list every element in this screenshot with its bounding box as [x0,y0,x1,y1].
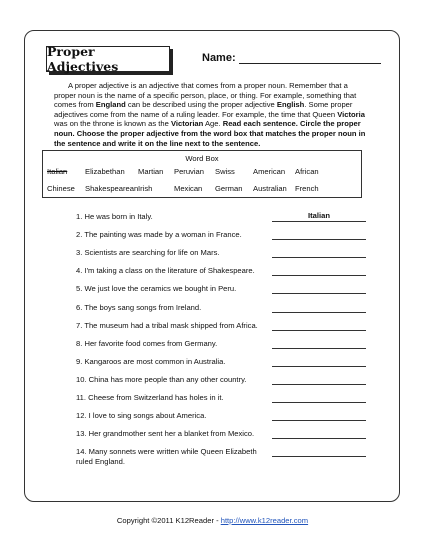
question-text [76,321,266,331]
answer-line[interactable] [272,266,366,276]
answer-line[interactable] [272,429,366,439]
word-box-word: American [253,167,286,176]
question-text [76,375,266,385]
question-text [76,284,266,294]
question-sentence: The museum had a tribal mask shipped from Africa. [82,320,258,330]
answer-line[interactable]: Italian [272,212,366,222]
question-sentence: Kangaroos are most common in Australia. [82,356,226,366]
question-sentence: The painting was made by a woman in France. [82,230,242,240]
answer-line[interactable] [272,375,366,385]
question-number: 6. [76,302,83,312]
answer-line[interactable] [272,357,366,367]
question-sentence: I'm taking a class on the literature of Shakespeare. [82,266,255,276]
question-number: 10. [76,374,87,384]
question-text [76,393,266,403]
question-number: 13. [76,429,87,439]
question-sentence: The boys sang songs from Ireland. [82,302,202,312]
word-box-word: Irish [138,184,153,193]
question-number: 11. [76,393,86,402]
question-text [76,212,266,222]
answer-line[interactable] [272,339,366,349]
word-box-word: Mexican [174,184,203,193]
instructions-segment: England [95,100,126,110]
question-sentence: Scientists are searching for life on Mars. [82,248,220,258]
instructions-segment: English [276,100,305,110]
name-blank-line[interactable] [239,53,381,64]
instructions-segment: Age. [203,119,223,129]
answer-line[interactable] [272,303,366,313]
question-number: 4. [76,266,83,276]
question-number: 14. [76,447,87,457]
question-text [76,266,266,276]
word-box-word: Martian [138,167,164,176]
question-text [76,429,266,439]
name-label: Name: [202,52,236,64]
worksheet-title [46,46,170,72]
question-number: 12. [76,411,87,421]
question-sentence: We just love the ceramics we bought in Peru. [82,284,237,294]
question-number: 1. [76,212,83,221]
word-box-word: Swiss [215,167,235,176]
question-sentence: China has more people than any other country. [86,374,247,384]
instructions-segment: Victoria [337,109,365,119]
question-text [76,357,266,367]
word-box-word: African [295,167,319,176]
question-text [76,248,266,258]
word-box [42,150,362,198]
word-box-word: Chinese [47,184,75,193]
answer-line[interactable] [272,248,366,258]
question-text [76,303,266,313]
instructions-segment: can be described using the proper adjective [125,100,277,110]
question-sentence: I love to sing songs about America. [86,411,207,421]
question-number: 5. [76,284,83,294]
word-box-word: Elizabethan [85,167,125,176]
answer-line[interactable] [272,284,366,294]
answer-line[interactable] [272,393,366,403]
word-box-word: Shakespearean [85,184,139,193]
question-text [76,447,262,466]
question-sentence: He was born in Italy. [82,212,153,221]
question-number: 9. [76,356,83,366]
answer-line[interactable] [272,321,366,331]
word-box-word: Australian [253,184,287,193]
instructions-segment: A proper adjective is an adjective that comes from a proper noun. Remember that a proper noun is the name of a specific person, place, or thing. For example, something that comes from [54,81,357,110]
worksheet-title-text: Proper Adjectives [47,44,119,74]
word-box-word: German [215,184,243,193]
question-text [76,411,266,421]
question-number: 8. [76,338,83,348]
instructions-segment: Read each sentence. Circle the proper noun. Choose the proper adjective from the word box that matches the proper noun in the sentence and write it on the line next to the sentence. [54,119,366,148]
question-sentence: Many sonnets were written while Queen Elizabeth ruled England. [76,447,257,466]
answer-line[interactable] [272,230,366,240]
copyright-text: Copyright ©2011 K12Reader - [116,516,221,525]
word-box-word: Italian [47,167,68,176]
answer-line[interactable] [272,411,366,421]
question-number: 3. [76,248,83,258]
question-number: 2. [76,230,83,240]
footer [0,516,425,525]
word-box-title: Word Box [185,154,219,163]
question-sentence: Her favorite food comes from Germany. [82,338,218,348]
k12reader-link[interactable]: http://www.k12reader.com [220,516,309,525]
question-text [76,230,266,240]
instructions-segment: was on the throne is known as the [54,119,171,129]
word-box-word: French [295,184,319,193]
question-number: 7. [76,320,83,330]
question-text [76,339,266,349]
instructions-paragraph [54,81,370,148]
question-sentence: Cheese from Switzerland has holes in it. [86,393,224,402]
instructions-segment: Victorian [170,119,204,129]
word-box-word: Peruvian [174,167,204,176]
question-sentence: Her grandmother sent her a blanket from Mexico. [86,429,255,439]
name-field[interactable] [202,52,381,64]
instructions-segment: . Some proper adjectives come from the name of a ruling leader. For example, the time that Queen [54,100,353,119]
answer-line[interactable] [272,447,366,457]
